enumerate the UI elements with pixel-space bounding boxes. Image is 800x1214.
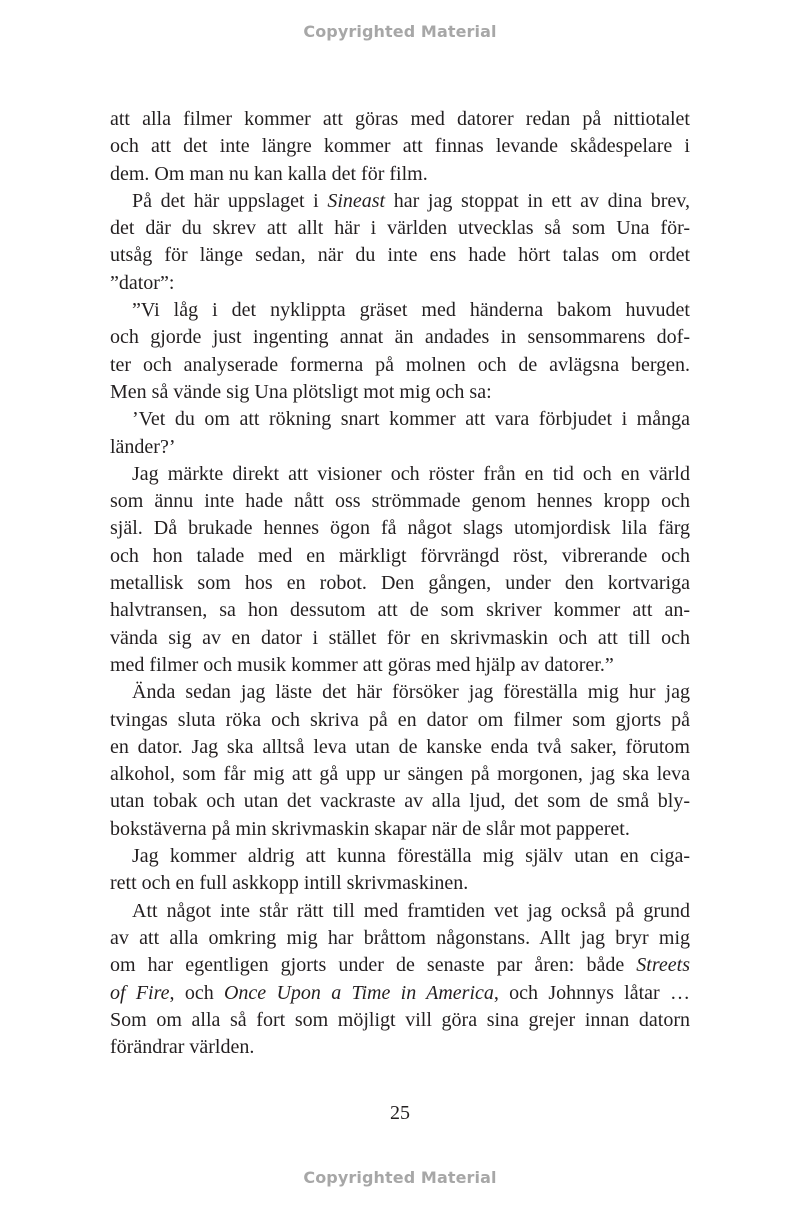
book-title-sineast: Sineast: [327, 189, 386, 212]
text-line: Ända sedan jag läste det här försöker jag föreställa mig hur jag: [132, 681, 690, 704]
text-line: förändrar världen.: [110, 1036, 255, 1059]
text-line: ”Vi låg i det nyklippta gräset med händerna bakom huvudet: [132, 299, 690, 322]
text-line: och hon talade med en märkligt förvrängd röst, vibrerande och: [110, 544, 690, 567]
copyright-watermark-bottom: Copyrighted Material: [303, 1168, 497, 1187]
text-line: att alla filmer kommer att göras med datorer redan på nittiotalet: [110, 108, 690, 130]
text-line: rett och en full askkopp intill skrivmaskinen.: [110, 872, 469, 895]
copyright-watermark-top: Copyrighted Material: [303, 22, 497, 41]
text-line: Jag märkte direkt att visioner och röster från en tid och en värld: [132, 462, 690, 485]
text-line: Men så vände sig Una plötsligt mot mig och sa:: [110, 380, 492, 403]
text-line: ter och analyserade formerna på molnen och de avlägsna bergen.: [110, 353, 690, 376]
text-line: själ. Då brukade hennes ögon få något slags utomjordisk lila färg: [110, 517, 690, 540]
text-line: Att något inte står rätt till med framtiden vet jag också på grund: [132, 899, 690, 922]
film-title-once-upon-a-time-in-america: Once Upon a Time in America: [223, 981, 494, 1004]
film-title-streets-of-fire: Streets: [636, 954, 690, 977]
text-line: of Fire, och Once Upon a Time in America, och Johnnys låtar …: [110, 981, 690, 1004]
text-line: Som om alla så fort som möjligt vill göra sina grejer innan datorn: [110, 1008, 690, 1031]
text-line: ”dator”:: [110, 271, 175, 294]
text-line: utsåg för länge sedan, när du inte ens hade hört talas om ordet: [110, 244, 690, 267]
text-line: metallisk som hos en robot. Den gången, under den kortvariga: [110, 572, 690, 595]
text-line: bokstäverna på min skrivmaskin skapar när de slår mot papperet.: [110, 817, 630, 840]
text-line: ’Vet du om att rökning snart kommer att vara förbjudet i många: [132, 408, 690, 431]
text-line: Jag kommer aldrig att kunna föreställa mig själv utan en ciga-: [132, 845, 690, 868]
text-line: På det här uppslaget i Sineast har jag stoppat in ett av dina brev,: [132, 189, 690, 212]
text-line: tvingas sluta röka och skriva på en dator om filmer som gjorts på: [110, 708, 690, 731]
text-line: länder?’: [110, 435, 176, 458]
text-line: som ännu inte hade nått oss strömmade genom hennes kropp och: [110, 490, 690, 513]
body-text: [110, 106, 690, 1061]
text-line: och att det inte längre kommer att finnas levande skådespelare i: [110, 135, 690, 158]
text-line: alkohol, som får mig att gå upp ur sängen på morgonen, jag ska leva: [110, 763, 690, 786]
text-line: utan tobak och utan det vackraste av alla ljud, det som de små bly-: [110, 790, 690, 813]
text-line: en dator. Jag ska alltså leva utan de kanske enda två saker, förutom: [110, 735, 690, 758]
text-line: det där du skrev att allt här i världen utvecklas så som Una för-: [110, 217, 690, 240]
film-title-streets-of-fire: of Fire: [110, 981, 170, 1004]
text-line: med filmer och musik kommer att göras med hjälp av datorer.”: [110, 653, 614, 676]
page-number: 25: [390, 1102, 410, 1124]
text-line: och gjorde just ingenting annat än andades in sensommarens dof-: [110, 326, 690, 349]
text-line: halvtransen, sa hon dessutom att de som skriver kommer att an-: [110, 599, 690, 622]
text-line: dem. Om man nu kan kalla det för film.: [110, 162, 428, 185]
text-line: av att alla omkring mig har bråttom någonstans. Allt jag bryr mig: [110, 926, 690, 949]
text-line: om har egentligen gjorts under de senaste par åren: både Streets: [110, 954, 690, 977]
text-line: vända sig av en dator i stället för en skrivmaskin och att till och: [110, 626, 690, 649]
